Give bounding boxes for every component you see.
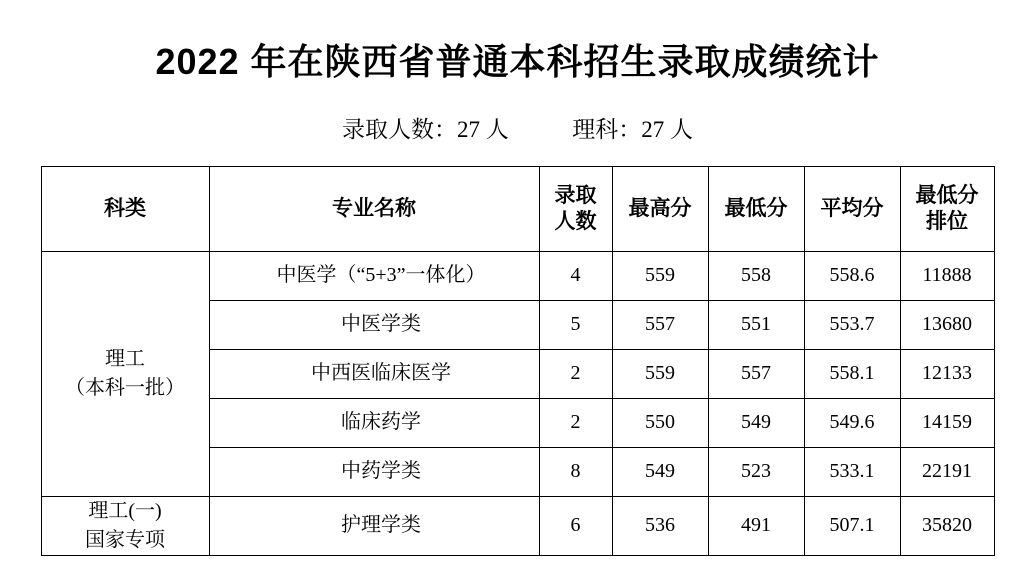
min-rank: 14159	[900, 399, 994, 448]
enrolled-count: 4	[539, 252, 612, 301]
category-line2: 国家专项	[85, 529, 165, 551]
avg-score: 558.6	[804, 252, 900, 301]
table-row	[41, 497, 994, 556]
avg-score: 553.7	[804, 301, 900, 350]
enrolled-count: 2	[539, 399, 612, 448]
min-score: 491	[708, 497, 804, 556]
max-score: 550	[612, 399, 708, 448]
header-min-score: 最低分	[708, 167, 804, 252]
category-line1: 理工	[105, 348, 145, 370]
category-cell-group-1	[41, 497, 209, 556]
header-max-score: 最高分	[612, 167, 708, 252]
admission-score-table	[41, 166, 995, 556]
enrolled-count: 8	[539, 448, 612, 497]
min-rank: 22191	[900, 448, 994, 497]
table-body	[41, 252, 994, 556]
min-score: 557	[708, 350, 804, 399]
min-rank: 35820	[900, 497, 994, 556]
min-score: 551	[708, 301, 804, 350]
max-score: 559	[612, 252, 708, 301]
science-count-label: 理科：27 人	[572, 117, 693, 142]
table-header	[41, 167, 994, 252]
header-avg-score: 平均分	[804, 167, 900, 252]
header-min-rank-line1: 最低分	[915, 183, 979, 207]
category-line2: （本科一批）	[65, 377, 185, 399]
summary-line	[0, 111, 1035, 144]
min-score: 558	[708, 252, 804, 301]
header-enrolled-count	[539, 167, 612, 252]
avg-score: 558.1	[804, 350, 900, 399]
max-score: 536	[612, 497, 708, 556]
header-enrolled-count-line1: 录取	[554, 183, 597, 207]
avg-score: 533.1	[804, 448, 900, 497]
enrolled-count: 5	[539, 301, 612, 350]
enrolled-count-label: 录取人数：27 人	[342, 117, 509, 142]
major-name: 中医学类	[209, 301, 539, 350]
min-score: 549	[708, 399, 804, 448]
min-score: 523	[708, 448, 804, 497]
header-min-rank	[900, 167, 994, 252]
max-score: 557	[612, 301, 708, 350]
max-score: 549	[612, 448, 708, 497]
category-line1: 理工(一)	[88, 500, 162, 522]
avg-score: 549.6	[804, 399, 900, 448]
category-cell-group-0	[41, 252, 209, 497]
major-name: 中医学（“5+3”一体化）	[209, 252, 539, 301]
enrolled-count: 6	[539, 497, 612, 556]
header-enrolled-count-line2: 人数	[554, 210, 597, 233]
min-rank: 12133	[900, 350, 994, 399]
major-name: 中西医临床医学	[209, 350, 539, 399]
avg-score: 507.1	[804, 497, 900, 556]
header-min-rank-line2: 排位	[926, 210, 968, 233]
major-name: 护理学类	[209, 497, 539, 556]
header-category: 科类	[41, 167, 209, 252]
max-score: 559	[612, 350, 708, 399]
table-header-row	[41, 167, 994, 252]
major-name: 中药学类	[209, 448, 539, 497]
major-name: 临床药学	[209, 399, 539, 448]
min-rank: 11888	[900, 252, 994, 301]
table-row	[41, 252, 994, 301]
min-rank: 13680	[900, 301, 994, 350]
enrolled-count: 2	[539, 350, 612, 399]
page-title: 2022 年在陕西省普通本科招生录取成绩统计	[155, 41, 880, 82]
header-major-name: 专业名称	[209, 167, 539, 252]
